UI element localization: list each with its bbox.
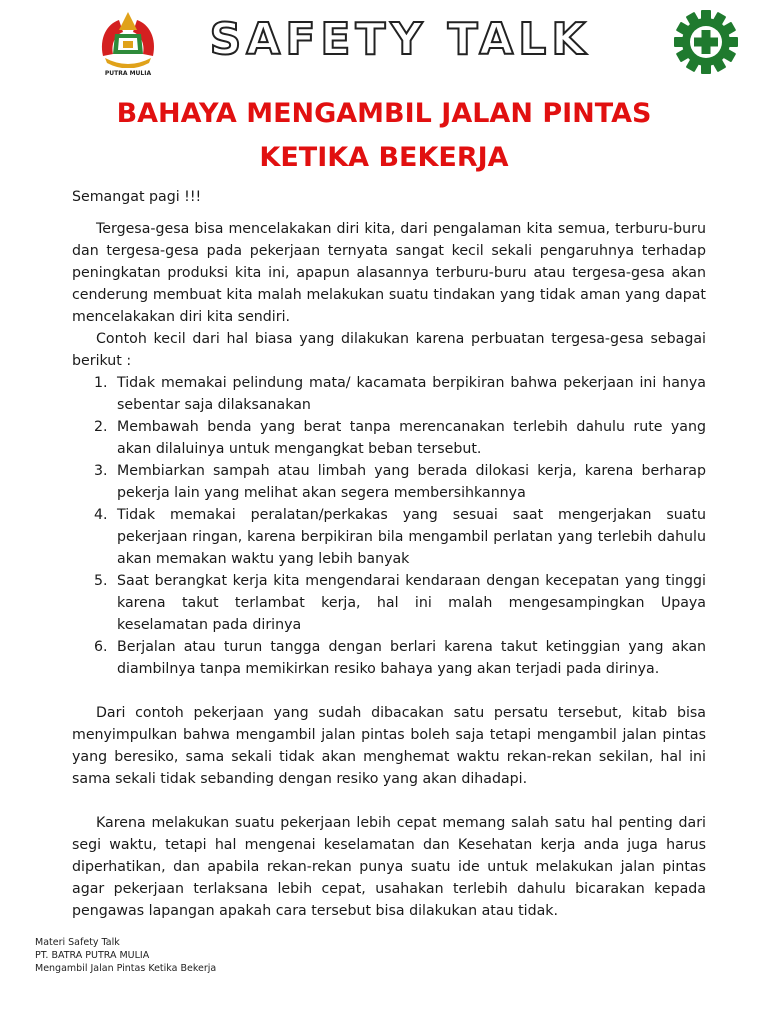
paragraph-closing: Karena melakukan suatu pekerjaan lebih cepat memang salah satu hal penting dari segi waktu, tetapi hal mengenai keselamatan dan Kesehatan kerja anda juga harus diperhatikan, dan apabila rekan-rekan punya suatu ide untuk melakukan jalan pintas agar pekerjaan terlaksana lebih cepat, usahakan terlebih dahulu bicarakan kepada pengawas lapangan apakah cara tersebut bisa dilakukan atau tidak. bbox=[72, 815, 706, 919]
logo-caption: PUTRA MULIA bbox=[104, 70, 152, 77]
examples-list bbox=[72, 372, 706, 680]
list-item-number: 2. bbox=[94, 419, 108, 435]
paragraph-conclusion: Dari contoh pekerjaan yang sudah dibacakan satu persatu tersebut, kitab bisa menyimpulkan bahwa mengambil jalan pintas boleh saja tetapi mengambil jalan pintas yang beresiko, sama sekali tidak akan menghemat waktu rekan-rekan sekilan, hal ini sama sekali tidak sebanding dengan resiko yang akan dihadapi. bbox=[72, 705, 706, 787]
title-line-2: KETIKA BEKERJA bbox=[259, 142, 509, 173]
footer-line-3: Mengambil Jalan Pintas Ketika Bekerja bbox=[35, 963, 217, 974]
list-item-text: Tidak memakai peralatan/perkakas yang sesuai saat mengerjakan suatu pekerjaan ringan, karena berpikiran bila mengambil perlatan yang terlebih dahulu akan memakan waktu yang lebih banyak bbox=[117, 507, 706, 567]
list-item bbox=[72, 372, 706, 416]
header-title: SAFETY TALK bbox=[209, 14, 591, 65]
greeting: Semangat pagi !!! bbox=[72, 189, 202, 205]
document-body bbox=[72, 186, 706, 922]
document-header bbox=[0, 0, 768, 86]
list-item-number: 6. bbox=[94, 639, 108, 655]
list-item-text: Membiarkan sampah atau limbah yang berada dilokasi kerja, karena berharap pekerja lain yang melihat akan segera membersihkannya bbox=[117, 463, 706, 501]
list-item bbox=[72, 570, 706, 636]
list-item-number: 5. bbox=[94, 573, 108, 589]
list-item-text: Membawah benda yang berat tanpa merencanakan terlebih dahulu rute yang akan dilaluinya untuk mengangkat beban tersebut. bbox=[117, 419, 706, 457]
k3-safety-gear-cross-icon bbox=[673, 9, 739, 75]
document-footer bbox=[35, 936, 216, 975]
list-item bbox=[72, 416, 706, 460]
list-item bbox=[72, 460, 706, 504]
list-item-number: 3. bbox=[94, 463, 108, 479]
spacer bbox=[72, 790, 706, 812]
company-logo bbox=[97, 8, 159, 78]
list-item bbox=[72, 636, 706, 680]
list-item-number: 1. bbox=[94, 375, 108, 391]
list-item-number: 4. bbox=[94, 507, 108, 523]
list-item-text: Berjalan atau turun tangga dengan berlari karena takut ketinggian yang akan diambilnya tanpa memikirkan resiko bahaya yang akan terjadi pada dirinya. bbox=[117, 639, 706, 677]
list-intro: Contoh kecil dari hal biasa yang dilakukan karena perbuatan tergesa-gesa sebagai berikut : bbox=[72, 331, 706, 369]
footer-line-2: PT. BATRA PUTRA MULIA bbox=[35, 950, 150, 961]
list-item bbox=[72, 504, 706, 570]
title-line-1: BAHAYA MENGAMBIL JALAN PINTAS bbox=[116, 98, 652, 129]
paragraph-intro: Tergesa-gesa bisa mencelakakan diri kita, dari pengalaman kita semua, terburu-buru dan tergesa-gesa pada pekerjaan ternyata sangat kecil sekali pengaruhnya terhadap peningkatan produksi kita ini, apapun alasannya terburu-buru atau tergesa-gesa akan cenderung membuat kita malah melakukan suatu tindakan yang tidak aman yang dapat mencelakakan diri kita sendiri. bbox=[72, 221, 706, 325]
footer-line-1: Materi Safety Talk bbox=[35, 937, 120, 948]
list-item-text: Tidak memakai pelindung mata/ kacamata berpikiran bahwa pekerjaan ini hanya sebentar saja dilaksanakan bbox=[117, 375, 706, 413]
spacer bbox=[72, 680, 706, 702]
document-title bbox=[60, 92, 708, 180]
list-item-text: Saat berangkat kerja kita mengendarai kendaraan dengan kecepatan yang tinggi karena takut terlambat kerja, hal ini malah mengesampingkan Upaya keselamatan pada dirinya bbox=[117, 573, 706, 633]
